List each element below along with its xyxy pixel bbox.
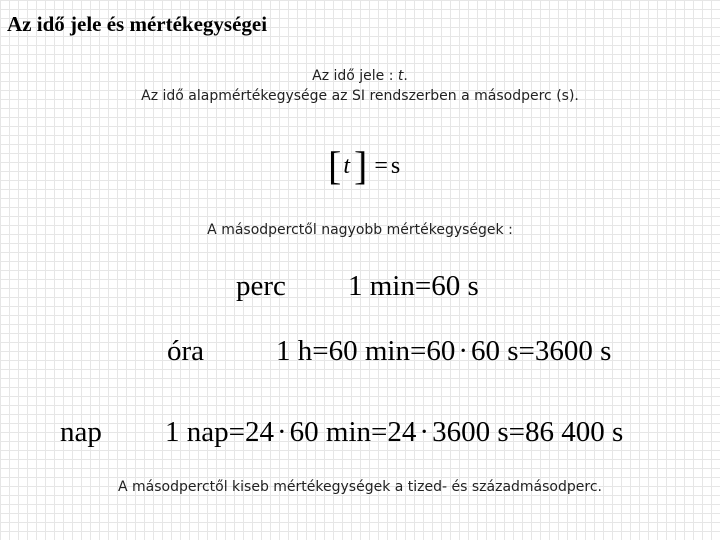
multiplication-dot: · (419, 416, 430, 448)
intro-symbol-suffix: . (403, 68, 408, 84)
unit-name-nap: nap (60, 416, 102, 448)
formula-unit: s (390, 153, 401, 179)
symbol-formula (328, 143, 401, 188)
ora-equation-part1: 1 h=60 min=60 (276, 335, 456, 367)
multiplication-dot: · (458, 335, 468, 367)
unit-name-ora: óra (167, 335, 205, 367)
nap-equation-part1: 1 nap=24 (165, 416, 274, 448)
page-title: Az idő jele és mértékegységei (7, 12, 268, 36)
nap-equation-part2: 60 min=24 (289, 416, 417, 448)
unit-equation-nap (165, 416, 623, 449)
intro-symbol-prefix: Az idő jele : (312, 68, 398, 84)
formula-variable: t (343, 153, 350, 179)
ora-equation-part2: 60 s=3600 s (471, 335, 612, 367)
smaller-units-text: A másodperctől kiseb mértékegységek a tized- és századmásodperc. (118, 479, 602, 495)
unit-equation-perc: 1 min=60 s (348, 270, 479, 302)
intro-symbol-line (0, 68, 720, 84)
larger-units-heading: A másodperctől nagyobb mértékegységek : (207, 222, 513, 238)
formula-open-bracket: [ (328, 143, 342, 188)
nap-equation-part3: 3600 s=86 400 s (432, 416, 624, 448)
intro-symbol-variable: t (397, 68, 404, 84)
unit-name-perc: perc (236, 270, 286, 302)
formula-equals: = (374, 153, 388, 179)
multiplication-dot: · (276, 416, 287, 448)
intro-si-unit-line: Az idő alapmértékegysége az SI rendszerben a másodperc (s). (141, 88, 579, 104)
formula-close-bracket: ] (354, 143, 368, 188)
unit-equation-ora (276, 335, 611, 368)
